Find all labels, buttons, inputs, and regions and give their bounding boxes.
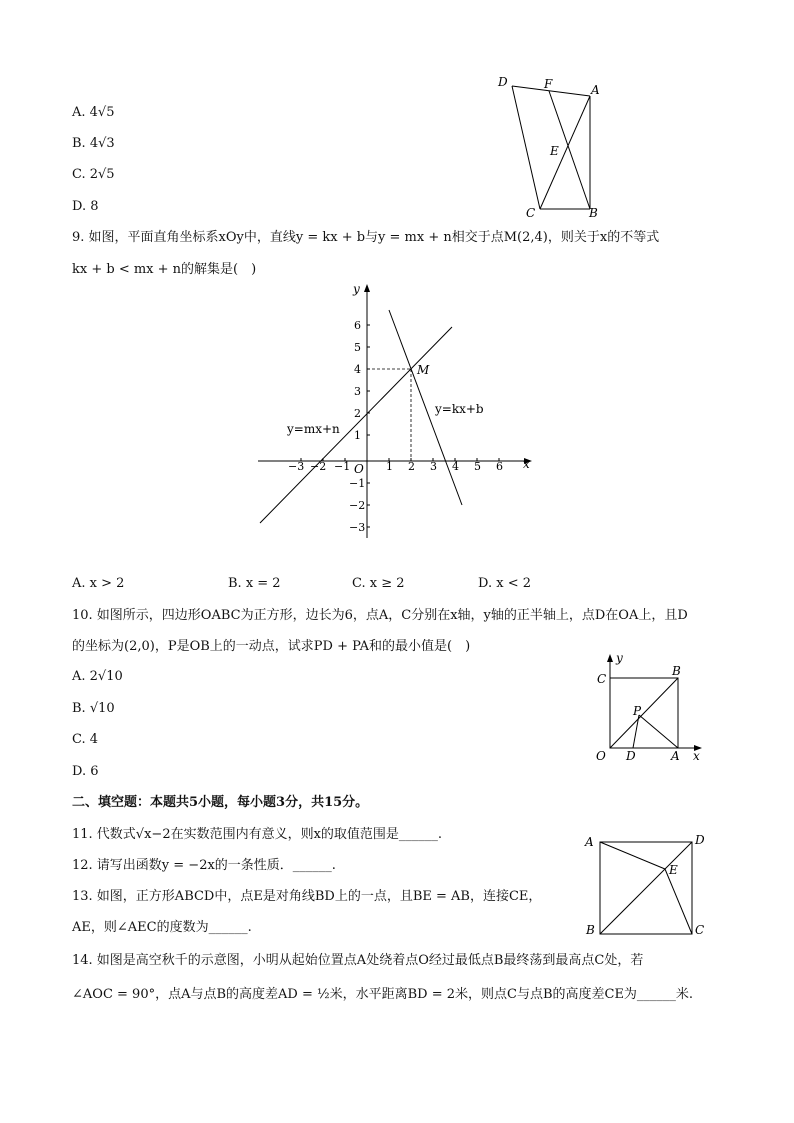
q10-option-c: C. 4	[72, 732, 99, 747]
q13-label-a: A	[585, 835, 594, 849]
q10-figure	[590, 650, 710, 765]
q8-option-b: B. 4√3	[72, 136, 115, 151]
q10-label-y: y	[616, 651, 623, 665]
q9-point-m: M	[417, 363, 430, 377]
q10-label-a: A	[671, 749, 680, 763]
q8-label-c: C	[526, 206, 536, 220]
q9-xtick-neg2: −2	[310, 460, 327, 473]
q8-option-d: D. 8	[72, 199, 99, 214]
q14-stem-line2: ∠AOC = 90°，点A与点B的高度差AD = ½米，水平距离BD = 2米，则点C与点B的高度差CE为______米.	[72, 987, 694, 1002]
q10-stem-line1: 10. 如图所示，四边形OABC为正方形，边长为6，点A，C分别在x轴，y轴的正半轴上，点D在OA上，且D	[72, 608, 688, 623]
q10-label-o: O	[596, 749, 606, 763]
q9-stem-line1: 9. 如图，平面直角坐标系xOy中，直线y = kx + b与y = mx + n相交于点M(2,4)，则关于x的不等式	[72, 230, 660, 245]
q9-ytick-6: 6	[354, 319, 361, 332]
q9-ytick-neg1: −1	[349, 477, 366, 490]
q9-x-axis-label: x	[523, 457, 530, 471]
q10-option-a: A. 2√10	[72, 669, 123, 684]
q10-label-b: B	[672, 664, 681, 678]
q8-label-b: B	[589, 206, 598, 220]
q8-label-d: D	[498, 75, 508, 89]
q9-option-a: A. x > 2	[72, 576, 125, 591]
q13-figure	[580, 828, 710, 938]
q9-label-kx-b: y=kx+b	[435, 402, 484, 416]
q13-stem-line2: AE，则∠AEC的度数为______.	[72, 920, 252, 935]
q9-option-b: B. x = 2	[228, 576, 281, 591]
q8-label-f: F	[544, 77, 553, 91]
q9-stem-line2: kx + b < mx + n的解集是( )	[72, 262, 257, 277]
q12-text: 12. 请写出函数y = −2x的一条性质．______.	[72, 858, 336, 873]
q10-option-b: B. √10	[72, 701, 115, 716]
q10-option-d: D. 6	[72, 764, 99, 779]
q9-ytick-neg3: −3	[349, 521, 366, 534]
section-fill-in-heading: 二、填空题：本题共5小题，每小题3分，共15分。	[72, 795, 369, 810]
q8-figure	[490, 72, 610, 222]
q10-label-d: D	[626, 749, 636, 763]
q13-label-d: D	[695, 833, 705, 847]
q8-label-e: E	[550, 144, 559, 158]
q8-option-c: C. 2√5	[72, 167, 115, 182]
q13-label-c: C	[695, 923, 705, 937]
q9-label-mx-n: y=mx+n	[287, 422, 340, 436]
q9-ytick-5: 5	[354, 341, 361, 354]
q9-xtick-1: 1	[386, 460, 393, 473]
q9-option-c: C. x ≥ 2	[352, 576, 405, 591]
q9-ytick-3: 3	[354, 385, 361, 398]
q10-label-c: C	[597, 672, 607, 686]
q9-xtick-5: 5	[474, 460, 481, 473]
q9-y-axis-label: y	[353, 282, 360, 296]
q9-ytick-neg2: −2	[349, 499, 366, 512]
q9-origin-label: O	[354, 462, 364, 476]
q9-option-d: D. x < 2	[478, 576, 531, 591]
q10-label-p: P	[633, 704, 642, 718]
q9-xtick-neg3: −3	[288, 460, 305, 473]
q11-text: 11. 代数式√x−2在实数范围内有意义，则x的取值范围是______.	[72, 827, 443, 842]
q9-ytick-4: 4	[354, 363, 361, 376]
q8-label-a: A	[591, 83, 600, 97]
q13-stem-line1: 13. 如图，正方形ABCD中，点E是对角线BD上的一点，且BE = AB，连接CE，	[72, 889, 542, 904]
q9-xtick-6: 6	[496, 460, 503, 473]
q9-xtick-4: 4	[452, 460, 459, 473]
q9-ytick-1: 1	[354, 429, 361, 442]
q8-option-a: A. 4√5	[72, 105, 115, 120]
q10-label-x: x	[693, 749, 700, 763]
q9-coordinate-graph	[250, 280, 540, 545]
q14-stem-line1: 14. 如图是高空秋千的示意图，小明从起始位置点A处绕着点O经过最低点B最终荡到最高点C处，若	[72, 953, 644, 968]
q9-xtick-2: 2	[408, 460, 415, 473]
q9-ytick-2: 2	[354, 407, 361, 420]
q10-stem-line2: 的坐标为(2,0)，P是OB上的一动点，试求PD + PA和的最小值是( )	[72, 639, 471, 654]
q13-label-b: B	[586, 923, 595, 937]
q9-xtick-neg1: −1	[334, 460, 351, 473]
q9-xtick-3: 3	[430, 460, 437, 473]
q13-label-e: E	[669, 863, 678, 877]
